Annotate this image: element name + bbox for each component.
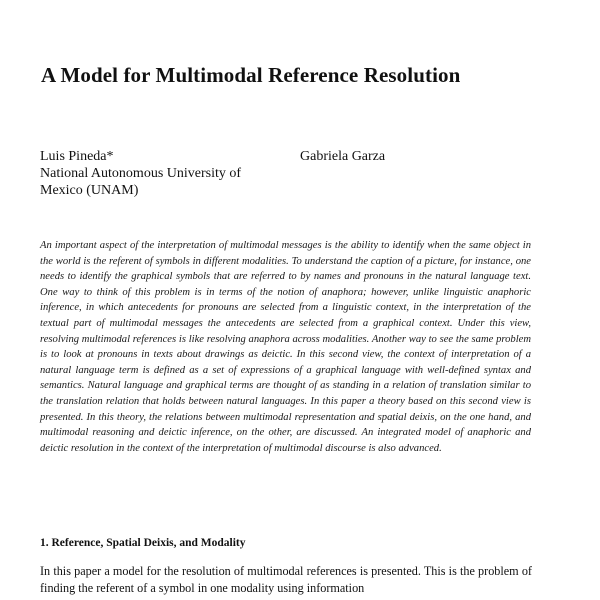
author-name: Luis Pineda* [40, 149, 114, 164]
paper-title: A Model for Multimodal Reference Resolution [41, 63, 461, 87]
section-heading: 1. Reference, Spatial Deixis, and Modality [40, 537, 246, 549]
author-name: Gabriela Garza [300, 149, 386, 164]
author-affiliation: National Autonomous University of Mexico (UNAM) [40, 166, 242, 198]
author-block-1 [40, 148, 270, 199]
section-body-text: In this paper a model for the resolution of multimodal references is presented. This is the problem of finding the referent of a symbol in one modality using information [40, 564, 532, 595]
abstract: An important aspect of the interpretation of multimodal messages is the ability to identify when the same object in the world is the referent of symbols in different modalities. To understand the caption of a picture, for instance, one needs to identify the graphical symbols that are referred to by names and pronouns in the natural language text. One way to think of this problem is in terms of the notion of anaphora; however, unlike linguistic anaphoric inference, in which antecedents for pronouns are selected from a linguistic context, in the interpretation of the textual part of multimodal messages the antecedents are selected from a graphical context. Under this view, resolving multimodal references is like resolving anaphora across modalities. Another way to see the same problem is to look at pronouns in texts about drawings as deictic. In this second view, the context of interpretation of a natural language term is defined as a set of expressions of a graphical language with well-defined syntax and semantics. Natural language and graphical terms are thought of as standing in a relation of translation similar to the translation relation that holds between natural languages. In this paper a theory based on this second view is presented. In this theory, the relations between multimodal representation and spatial deixis, on the one hand, and multimodal reasoning and deictic inference, on the other, are discussed. An integrated model of anaphoric and deictic resolution in the context of the interpretation of multimodal discourse is also advanced. [40, 240, 531, 454]
author-block-2 [300, 148, 500, 165]
